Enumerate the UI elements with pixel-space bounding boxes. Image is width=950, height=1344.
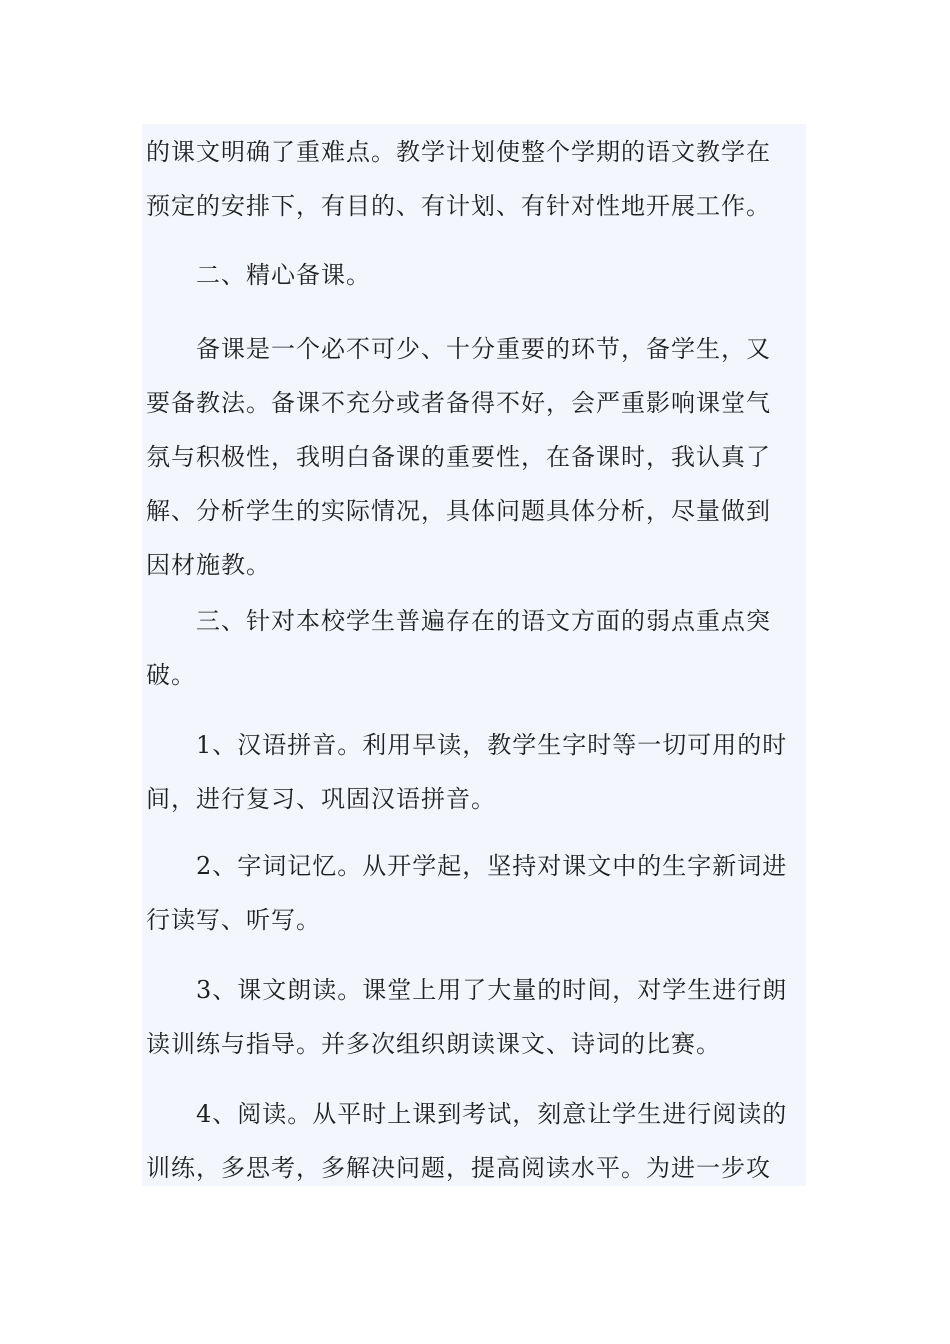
- list-item-reading-aloud: [146, 963, 798, 1071]
- paragraph-intro-tail: [146, 125, 798, 233]
- text-line: 氛与积极性，我明白备课的重要性，在备课时，我认真了: [146, 443, 771, 471]
- text-line: 4、阅读。从平时上课到考试，刻意让学生进行阅读的: [146, 1100, 788, 1128]
- text-line: 训练，多思考，多解决问题，提高阅读水平。为进一步攻: [146, 1154, 771, 1182]
- text-line: 预定的安排下，有目的、有计划、有针对性地开展工作。: [146, 192, 771, 220]
- text-line: 行读写、听写。: [146, 906, 321, 934]
- text-line: 间，进行复习、巩固汉语拼音。: [146, 785, 496, 813]
- list-item-reading: [146, 1087, 798, 1195]
- paragraph-prepare-lessons: [146, 322, 798, 592]
- heading-text: 破。: [146, 661, 196, 689]
- list-item-vocabulary: [146, 839, 798, 947]
- heading-text: 三、针对本校学生普遍存在的语文方面的弱点重点突: [146, 607, 771, 635]
- text-line: 因材施教。: [146, 551, 271, 579]
- list-item-pinyin: [146, 718, 798, 826]
- text-line: 2、字词记忆。从开学起，坚持对课文中的生字新词进: [146, 852, 788, 880]
- text-line: 读训练与指导。并多次组织朗读课文、诗词的比赛。: [146, 1030, 721, 1058]
- heading-text: 二、精心备课。: [146, 261, 371, 289]
- text-line: 3、课文朗读。课堂上用了大量的时间，对学生进行朗: [146, 976, 788, 1004]
- text-line: 备课是一个必不可少、十分重要的环节，备学生，又: [146, 335, 771, 363]
- text-line: 的课文明确了重难点。教学计划使整个学期的语文教学在: [146, 138, 771, 166]
- text-line: 要备教法。备课不充分或者备得不好，会严重影响课堂气: [146, 389, 771, 417]
- section-heading-prepare: [146, 248, 798, 302]
- text-line: 解、分析学生的实际情况，具体问题具体分析，尽量做到: [146, 497, 771, 525]
- text-line: 1、汉语拼音。利用早读，教学生字时等一切可用的时: [146, 731, 788, 759]
- section-heading-weak-points: [146, 594, 798, 702]
